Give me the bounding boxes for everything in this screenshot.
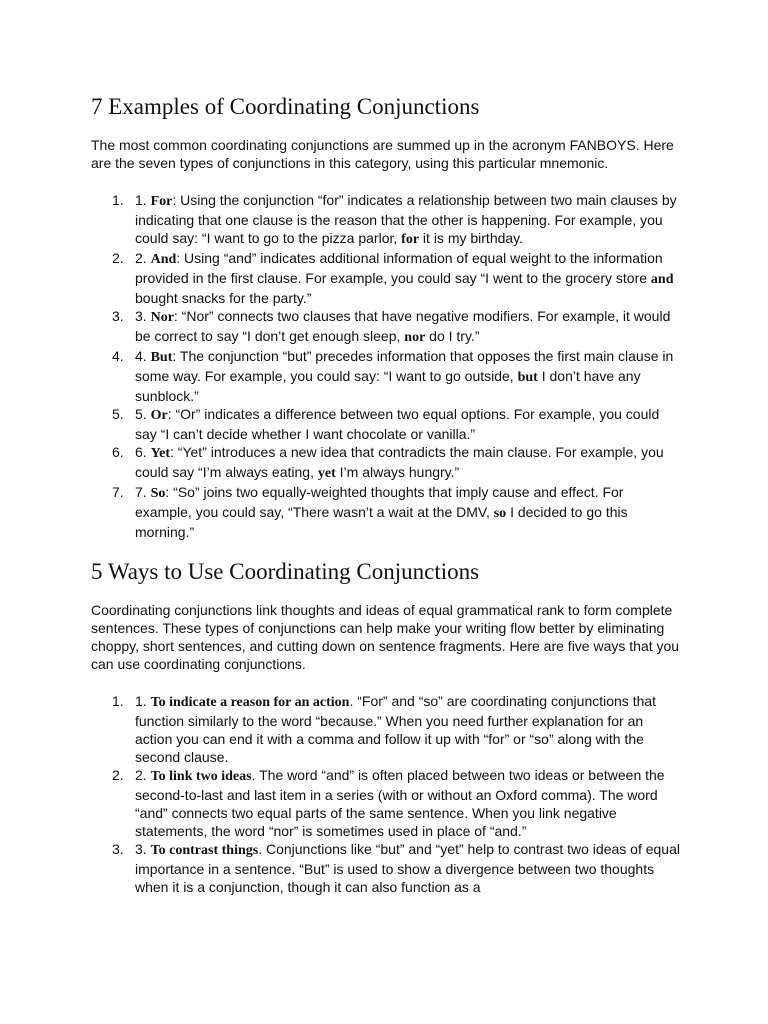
item-number: 2. [135, 767, 151, 783]
item-number: 1. [135, 192, 151, 208]
list-marker: 3. [112, 841, 124, 857]
example-keyword: nor [404, 330, 426, 345]
intro-paragraph-ways: Coordinating conjunctions link thoughts and ideas of equal grammatical rank to form complete sentences. These types of conjunctions can help make your writing flow better by eliminating choppy, short sentences, and cutting down on sentence fragments. Here are five ways that you can use coordinating conjunctions. [91, 602, 680, 672]
item-text: : “Yet” introduces a new idea that contradicts the main clause. For example, you could say “I’m always eating, [135, 444, 664, 480]
item-text-end: do I try.” [425, 328, 480, 344]
item-number: 2. [135, 250, 151, 266]
item-text: : “So” joins two equally-weighted thoughts that imply cause and effect. For example, you could say, “There wasn’t a wait at the DMV, [135, 484, 624, 520]
list-item [91, 249, 681, 307]
way-term: To link two ideas [150, 769, 252, 784]
item-number: 5. [135, 406, 151, 422]
conjunction-term: But [150, 350, 173, 365]
example-keyword: but [517, 370, 538, 385]
conjunction-term: For [150, 194, 173, 209]
item-number: 1. [135, 693, 151, 709]
list-marker: 1. [112, 192, 124, 208]
examples-list [91, 191, 681, 541]
ways-list [91, 692, 681, 896]
item-number: 3. [135, 841, 151, 857]
item-text: : “Nor” connects two clauses that have negative modifiers. For example, it would be correct to say “I don’t get enough sleep, [135, 308, 671, 344]
conjunction-term: Or [150, 408, 168, 423]
example-keyword: for [401, 232, 420, 247]
item-text-end: I’m always hungry.” [335, 464, 460, 480]
list-marker: 5. [112, 406, 124, 422]
item-text: . “For” and “so” are coordinating conjunctions that function similarly to the word “because.” When you need further explanation for an action you can end it with a comma and follow it up with “for” or “so” along with the second clause. [135, 693, 657, 765]
item-text: . Conjunctions like “but” and “yet” help to contrast two ideas of equal importance in a sentence. “But” is used to show a divergence between two thoughts when it is a conjunction, though it can also function as a [135, 841, 680, 895]
conjunction-term: Yet [150, 446, 171, 461]
conjunction-term: So [150, 486, 166, 501]
item-number: 4. [135, 348, 151, 364]
list-item [91, 307, 681, 347]
list-item [91, 766, 681, 840]
document-page [91, 92, 681, 896]
list-marker: 6. [112, 444, 124, 460]
list-marker: 2. [112, 767, 124, 783]
section-heading-examples: 7 Examples of Coordinating Conjunctions [91, 94, 480, 119]
list-marker: 1. [112, 693, 124, 709]
intro-paragraph-fanboys: The most common coordinating conjunctions are summed up in the acronym FANBOYS. Here are the seven types of conjunctions in this category, using this particular mnemonic. [91, 137, 674, 171]
item-text: : “Or” indicates a difference between two equal options. For example, you could say “I can’t decide whether I want chocolate or vanilla.” [135, 406, 660, 442]
list-item [91, 443, 681, 483]
conjunction-term: Nor [150, 310, 174, 325]
item-text: . The word “and” is often placed between two ideas or between the second-to-last and last item in a series (with or without an Oxford comma). The word “and” connects two equal parts of the same sentence. When you link negative statements, the word “nor” is sometimes used in place of “and.” [135, 767, 665, 839]
example-keyword: so [493, 506, 507, 521]
item-text-end: I don’t have any sunblock.” [135, 368, 641, 404]
list-marker: 2. [112, 250, 124, 266]
example-keyword: and [650, 272, 674, 287]
item-number: 7. [135, 484, 151, 500]
item-number: 3. [135, 308, 151, 324]
list-item [91, 483, 681, 541]
item-text-end: I decided to go this morning.” [135, 504, 628, 540]
way-term: To contrast things [150, 843, 259, 858]
way-term: To indicate a reason for an action [150, 695, 350, 710]
item-text: : Using the conjunction “for” indicates a relationship between two main clauses by indicating that one clause is the reason that the other is happening. For example, you could say: “I want to go to the pizza parlor, [135, 192, 677, 246]
list-item [91, 692, 681, 766]
item-text-end: it is my birthday. [419, 230, 524, 246]
list-marker: 3. [112, 308, 124, 324]
item-text: : The conjunction “but” precedes information that opposes the first main clause in some way. For example, you could say: “I want to go outside, [135, 348, 674, 384]
example-keyword: yet [317, 466, 336, 481]
item-text-end: bought snacks for the party.” [135, 290, 312, 306]
item-text: : Using “and” indicates additional information of equal weight to the information provided in the first clause. For example, you could say “I went to the grocery store [135, 250, 663, 286]
list-marker: 7. [112, 484, 124, 500]
item-number: 6. [135, 444, 151, 460]
conjunction-term: And [150, 252, 177, 267]
list-item [91, 840, 681, 896]
list-item [91, 405, 681, 443]
list-item [91, 347, 681, 405]
list-marker: 4. [112, 348, 124, 364]
section-heading-ways: 5 Ways to Use Coordinating Conjunctions [91, 559, 480, 584]
list-item [91, 191, 681, 249]
